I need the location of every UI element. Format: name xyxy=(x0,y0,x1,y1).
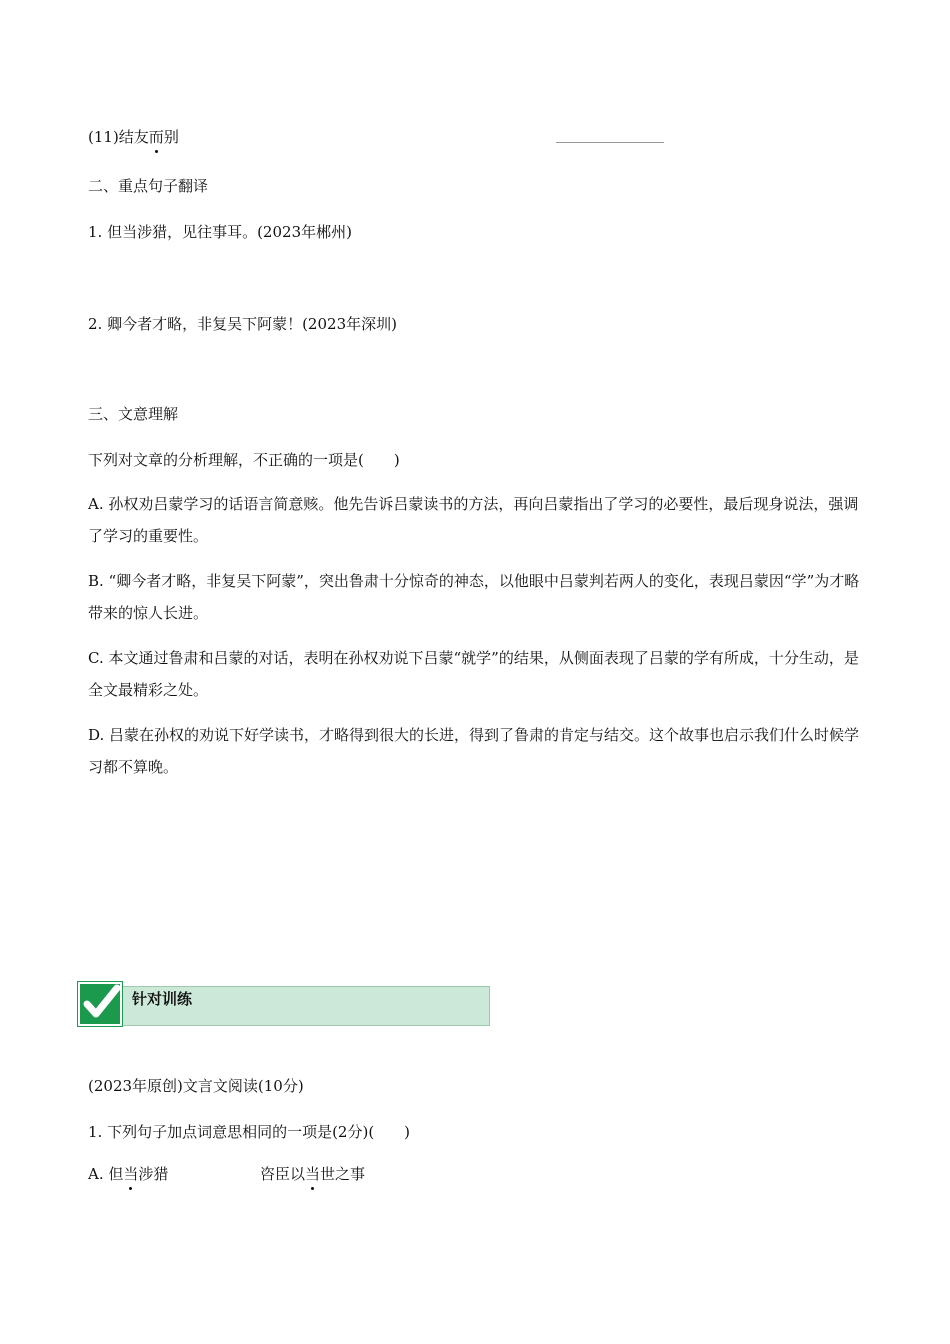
emphasis-dot xyxy=(311,1187,314,1190)
comprehension-question: 下列对文章的分析理解，不正确的一项是( ) xyxy=(88,451,400,469)
option-b[interactable]: B. “卿今者才略，非复吴下阿蒙”，突出鲁肃十分惊奇的神态，以他眼中吕蒙判若两人的变化，表现吕蒙因“学”为才略带来的惊人长进。 xyxy=(88,572,860,622)
option-a-right-post: 世之事 xyxy=(320,1165,366,1183)
answer-blank[interactable] xyxy=(556,142,664,143)
item-11-suffix: 别 xyxy=(163,128,179,146)
section-heading-comprehension: 三、文意理解 xyxy=(88,405,179,423)
training-banner xyxy=(78,982,492,1026)
translation-q1: 1. 但当涉猎，见往事耳。(2023年郴州) xyxy=(88,223,352,241)
option-a-right-dotted: 当 xyxy=(305,1163,320,1184)
option-a-right-pre: 咨臣以 xyxy=(259,1165,305,1183)
checkmark-icon-svg xyxy=(80,984,120,1024)
option-a-left-pre: 但 xyxy=(108,1165,124,1183)
option-a[interactable]: A. 孙权劝吕蒙学习的话语言简意赅。他先告诉吕蒙读书的方法，再向吕蒙指出了学习的必要性，最后现身说法，强调了学习的重要性。 xyxy=(88,495,859,545)
option-a-left-dotted: 当 xyxy=(123,1163,138,1184)
translation-q2: 2. 卿今者才略，非复吴下阿蒙！(2023年深圳) xyxy=(88,315,397,333)
item-11-prefix: (11)结友 xyxy=(88,128,149,146)
section-heading-translation: 二、重点句子翻译 xyxy=(88,177,209,195)
option-d[interactable]: D. 吕蒙在孙权的劝说下好学读书，才略得到很大的长进，得到了鲁肃的肯定与结交。这个故事也启示我们什么时候学习都不算晚。 xyxy=(88,726,860,776)
emphasis-dot xyxy=(129,1187,132,1190)
training-q1: 1. 下列句子加点词意思相同的一项是(2分)( ) xyxy=(88,1123,411,1141)
training-option-a[interactable] xyxy=(88,1163,365,1184)
item-11-dotted-char: 而 xyxy=(149,126,164,147)
option-a-label: A. xyxy=(88,1165,109,1183)
reading-intro: (2023年原创)文言文阅读(10分) xyxy=(88,1077,304,1095)
option-c[interactable]: C. 本文通过鲁肃和吕蒙的对话，表明在孙权劝说下吕蒙“就学”的结果，从侧面表现了吕蒙的学有所成，十分生动，是全文最精彩之处。 xyxy=(88,649,859,699)
option-a-left-post: 涉猎 xyxy=(138,1165,169,1183)
checkmark-icon xyxy=(78,982,122,1026)
banner-title: 针对训练 xyxy=(132,990,193,1008)
emphasis-dot xyxy=(155,150,158,153)
item-11 xyxy=(88,126,179,147)
